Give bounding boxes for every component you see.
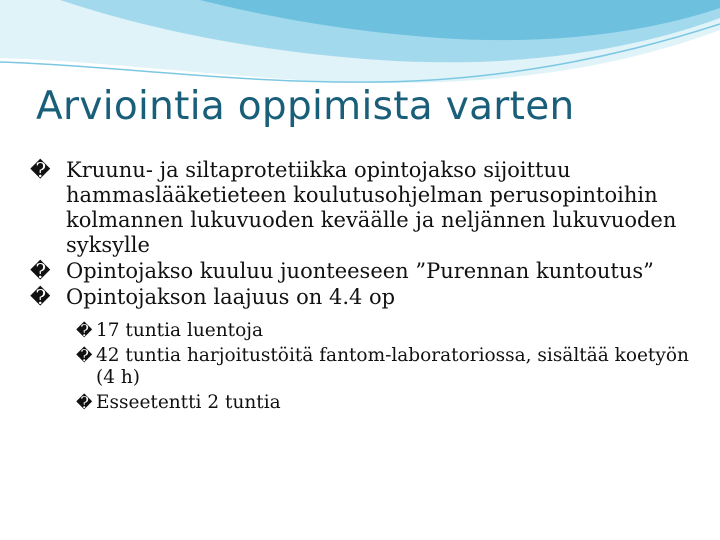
sub-bullet-text: Esseetentti 2 tuntia: [96, 392, 281, 413]
sub-bullet-item: [76, 320, 690, 342]
bullet-item: [30, 285, 690, 310]
sub-bullet-item: [76, 345, 690, 389]
header-wave-decoration: [0, 0, 720, 95]
bullet-item: [30, 158, 690, 258]
sub-bullet-text: 42 tuntia harjoitustöitä fantom-laboratoriossa, sisältää koetyön (4 h): [96, 345, 689, 388]
sub-bullet-text: 17 tuntia luentoja: [96, 320, 263, 341]
bullet-icon: �: [30, 259, 51, 283]
slide-title: Arviointia oppimista varten: [36, 84, 575, 129]
bullet-text: Opintojakso kuuluu juonteeseen ”Purennan kuntoutus”: [66, 259, 654, 283]
sub-bullet-item: [76, 392, 690, 414]
slide-content: [30, 158, 690, 415]
bullet-text: Kruunu- ja siltaprotetiikka opintojakso sijoittuu hammaslääketieteen koulutusohjelman perusopintoihin kolmannen lukuvuoden keväälle ja neljännen lukuvuoden syksylle: [66, 158, 677, 257]
sub-bullet-icon: �: [76, 346, 93, 365]
sub-bullet-icon: �: [76, 321, 93, 340]
bullet-item: [30, 259, 690, 284]
bullet-text: Opintojakson laajuus on 4.4 op: [66, 285, 396, 309]
bullet-icon: �: [30, 158, 51, 182]
sub-bullet-icon: �: [76, 393, 93, 412]
bullet-icon: �: [30, 285, 51, 309]
